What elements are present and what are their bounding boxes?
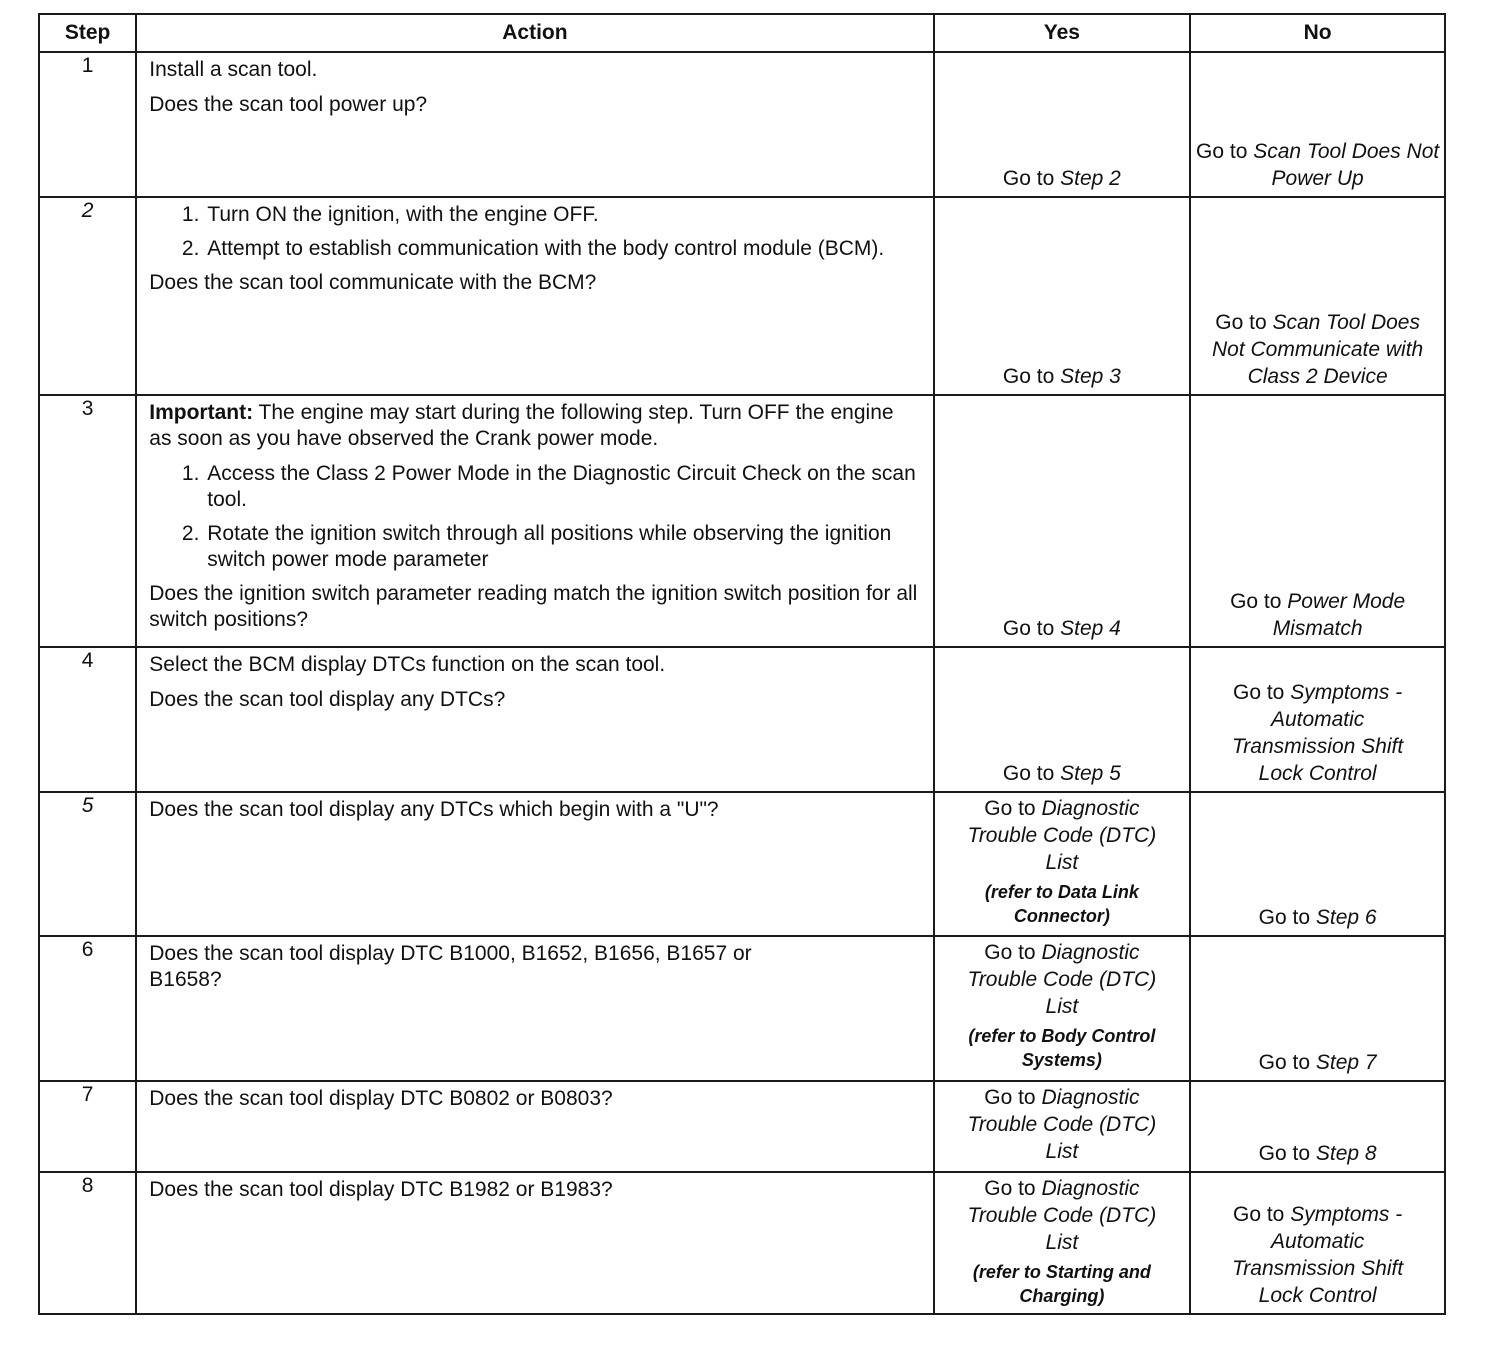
yes-reference: (refer to Body Control Systems) <box>968 1026 1156 1070</box>
table-row <box>39 52 1445 197</box>
diagnostic-table <box>38 13 1446 1315</box>
header-row <box>39 14 1445 52</box>
action-question: Does the scan tool display DTC B0802 or B0803? <box>149 1087 613 1110</box>
action-list-item: 2. Rotate the ignition switch through all positions while observing the ignition switch power mode parameter <box>205 521 920 573</box>
step-number: 7 <box>39 1081 136 1172</box>
yes-link[interactable]: Go to Diagnostic Trouble Code (DTC) List <box>967 1086 1157 1163</box>
step-number: 8 <box>39 1172 136 1314</box>
no-link[interactable]: Go to Step 7 <box>1258 1051 1377 1074</box>
action-list <box>149 202 920 262</box>
yes-link[interactable]: Go to Diagnostic Trouble Code (DTC) List (refer to Body Control Systems) <box>939 939 1186 1072</box>
yes-cell <box>934 792 1191 936</box>
action-cell <box>136 647 933 792</box>
step-number: 6 <box>39 936 136 1081</box>
no-link[interactable]: Go to Symptoms - Automatic Transmission Shift Lock Control <box>1232 1203 1404 1307</box>
step-number: 2 <box>39 197 136 395</box>
yes-link[interactable]: Go to Diagnostic Trouble Code (DTC) List (refer to Starting and Charging) <box>939 1175 1186 1308</box>
yes-cell <box>934 197 1191 395</box>
action-list-item: 1. Turn ON the ignition, with the engine OFF. <box>205 202 920 228</box>
yes-cell <box>934 1081 1191 1172</box>
table-row <box>39 936 1445 1081</box>
yes-link[interactable]: Go to Step 5 <box>1002 762 1121 785</box>
step-number: 5 <box>39 792 136 936</box>
action-cell <box>136 395 933 647</box>
yes-cell <box>934 647 1191 792</box>
action-cell <box>136 936 933 1081</box>
no-link[interactable]: Go to Power Mode Mismatch <box>1230 590 1406 640</box>
no-cell <box>1190 1081 1445 1172</box>
no-cell <box>1190 936 1445 1081</box>
action-question: Does the scan tool display DTC B1000, B1652, B1656, B1657 or B1658? <box>149 942 752 991</box>
action-line: Install a scan tool. <box>149 58 318 81</box>
action-cell <box>136 52 933 197</box>
yes-cell <box>934 395 1191 647</box>
action-question: Does the scan tool display any DTCs which begin with a "U"? <box>149 798 719 821</box>
header-no: No <box>1190 14 1445 52</box>
yes-link[interactable]: Go to Diagnostic Trouble Code (DTC) List (refer to Data Link Connector) <box>939 795 1186 928</box>
action-cell <box>136 1081 933 1172</box>
action-question: Does the scan tool display DTC B1982 or B1983? <box>149 1178 613 1201</box>
table-row <box>39 1081 1445 1172</box>
yes-reference: (refer to Data Link Connector) <box>984 882 1139 926</box>
yes-cell <box>934 936 1191 1081</box>
action-cell <box>136 197 933 395</box>
action-list-item: 2. Attempt to establish communication with the body control module (BCM). <box>205 236 920 262</box>
no-cell <box>1190 647 1445 792</box>
header-yes: Yes <box>934 14 1191 52</box>
no-link[interactable]: Go to Scan Tool Does Not Communicate with Class 2 Device <box>1212 311 1424 388</box>
yes-cell <box>934 52 1191 197</box>
step-number: 4 <box>39 647 136 792</box>
action-cell <box>136 792 933 936</box>
no-link[interactable]: Go to Step 6 <box>1258 906 1377 929</box>
action-list <box>149 461 920 573</box>
no-cell <box>1190 52 1445 197</box>
no-link[interactable]: Go to Symptoms - Automatic Transmission Shift Lock Control <box>1232 681 1404 785</box>
action-question: Does the scan tool power up? <box>149 93 428 116</box>
yes-link[interactable]: Go to Step 3 <box>1002 365 1121 388</box>
no-cell <box>1190 792 1445 936</box>
no-link[interactable]: Go to Scan Tool Does Not Power Up <box>1196 140 1440 190</box>
action-question: Does the scan tool communicate with the BCM? <box>149 271 597 294</box>
header-step: Step <box>39 14 136 52</box>
action-list-item: 1. Access the Class 2 Power Mode in the Diagnostic Circuit Check on the scan tool. <box>205 461 920 513</box>
yes-cell <box>934 1172 1191 1314</box>
yes-link[interactable]: Go to Step 4 <box>1002 617 1121 640</box>
no-cell <box>1190 1172 1445 1314</box>
action-question: Does the scan tool display any DTCs? <box>149 688 506 711</box>
yes-link[interactable]: Go to Step 2 <box>1002 167 1121 190</box>
table-row <box>39 197 1445 395</box>
header-action: Action <box>136 14 933 52</box>
important-text: The engine may start during the following step. Turn OFF the engine as soon as you have observed the Crank power mode. <box>149 401 894 450</box>
step-number: 1 <box>39 52 136 197</box>
table-row <box>39 792 1445 936</box>
no-cell <box>1190 197 1445 395</box>
action-cell <box>136 1172 933 1314</box>
table-row <box>39 647 1445 792</box>
action-question: Does the ignition switch parameter reading match the ignition switch position for all switch positions? <box>149 582 918 631</box>
table-row <box>39 1172 1445 1314</box>
table-row <box>39 395 1445 647</box>
yes-reference: (refer to Starting and Charging) <box>972 1262 1151 1306</box>
important-note <box>149 400 920 452</box>
no-cell <box>1190 395 1445 647</box>
no-link[interactable]: Go to Step 8 <box>1258 1142 1377 1165</box>
important-label: Important: <box>149 401 254 424</box>
action-line: Select the BCM display DTCs function on the scan tool. <box>149 653 666 676</box>
step-number: 3 <box>39 395 136 647</box>
